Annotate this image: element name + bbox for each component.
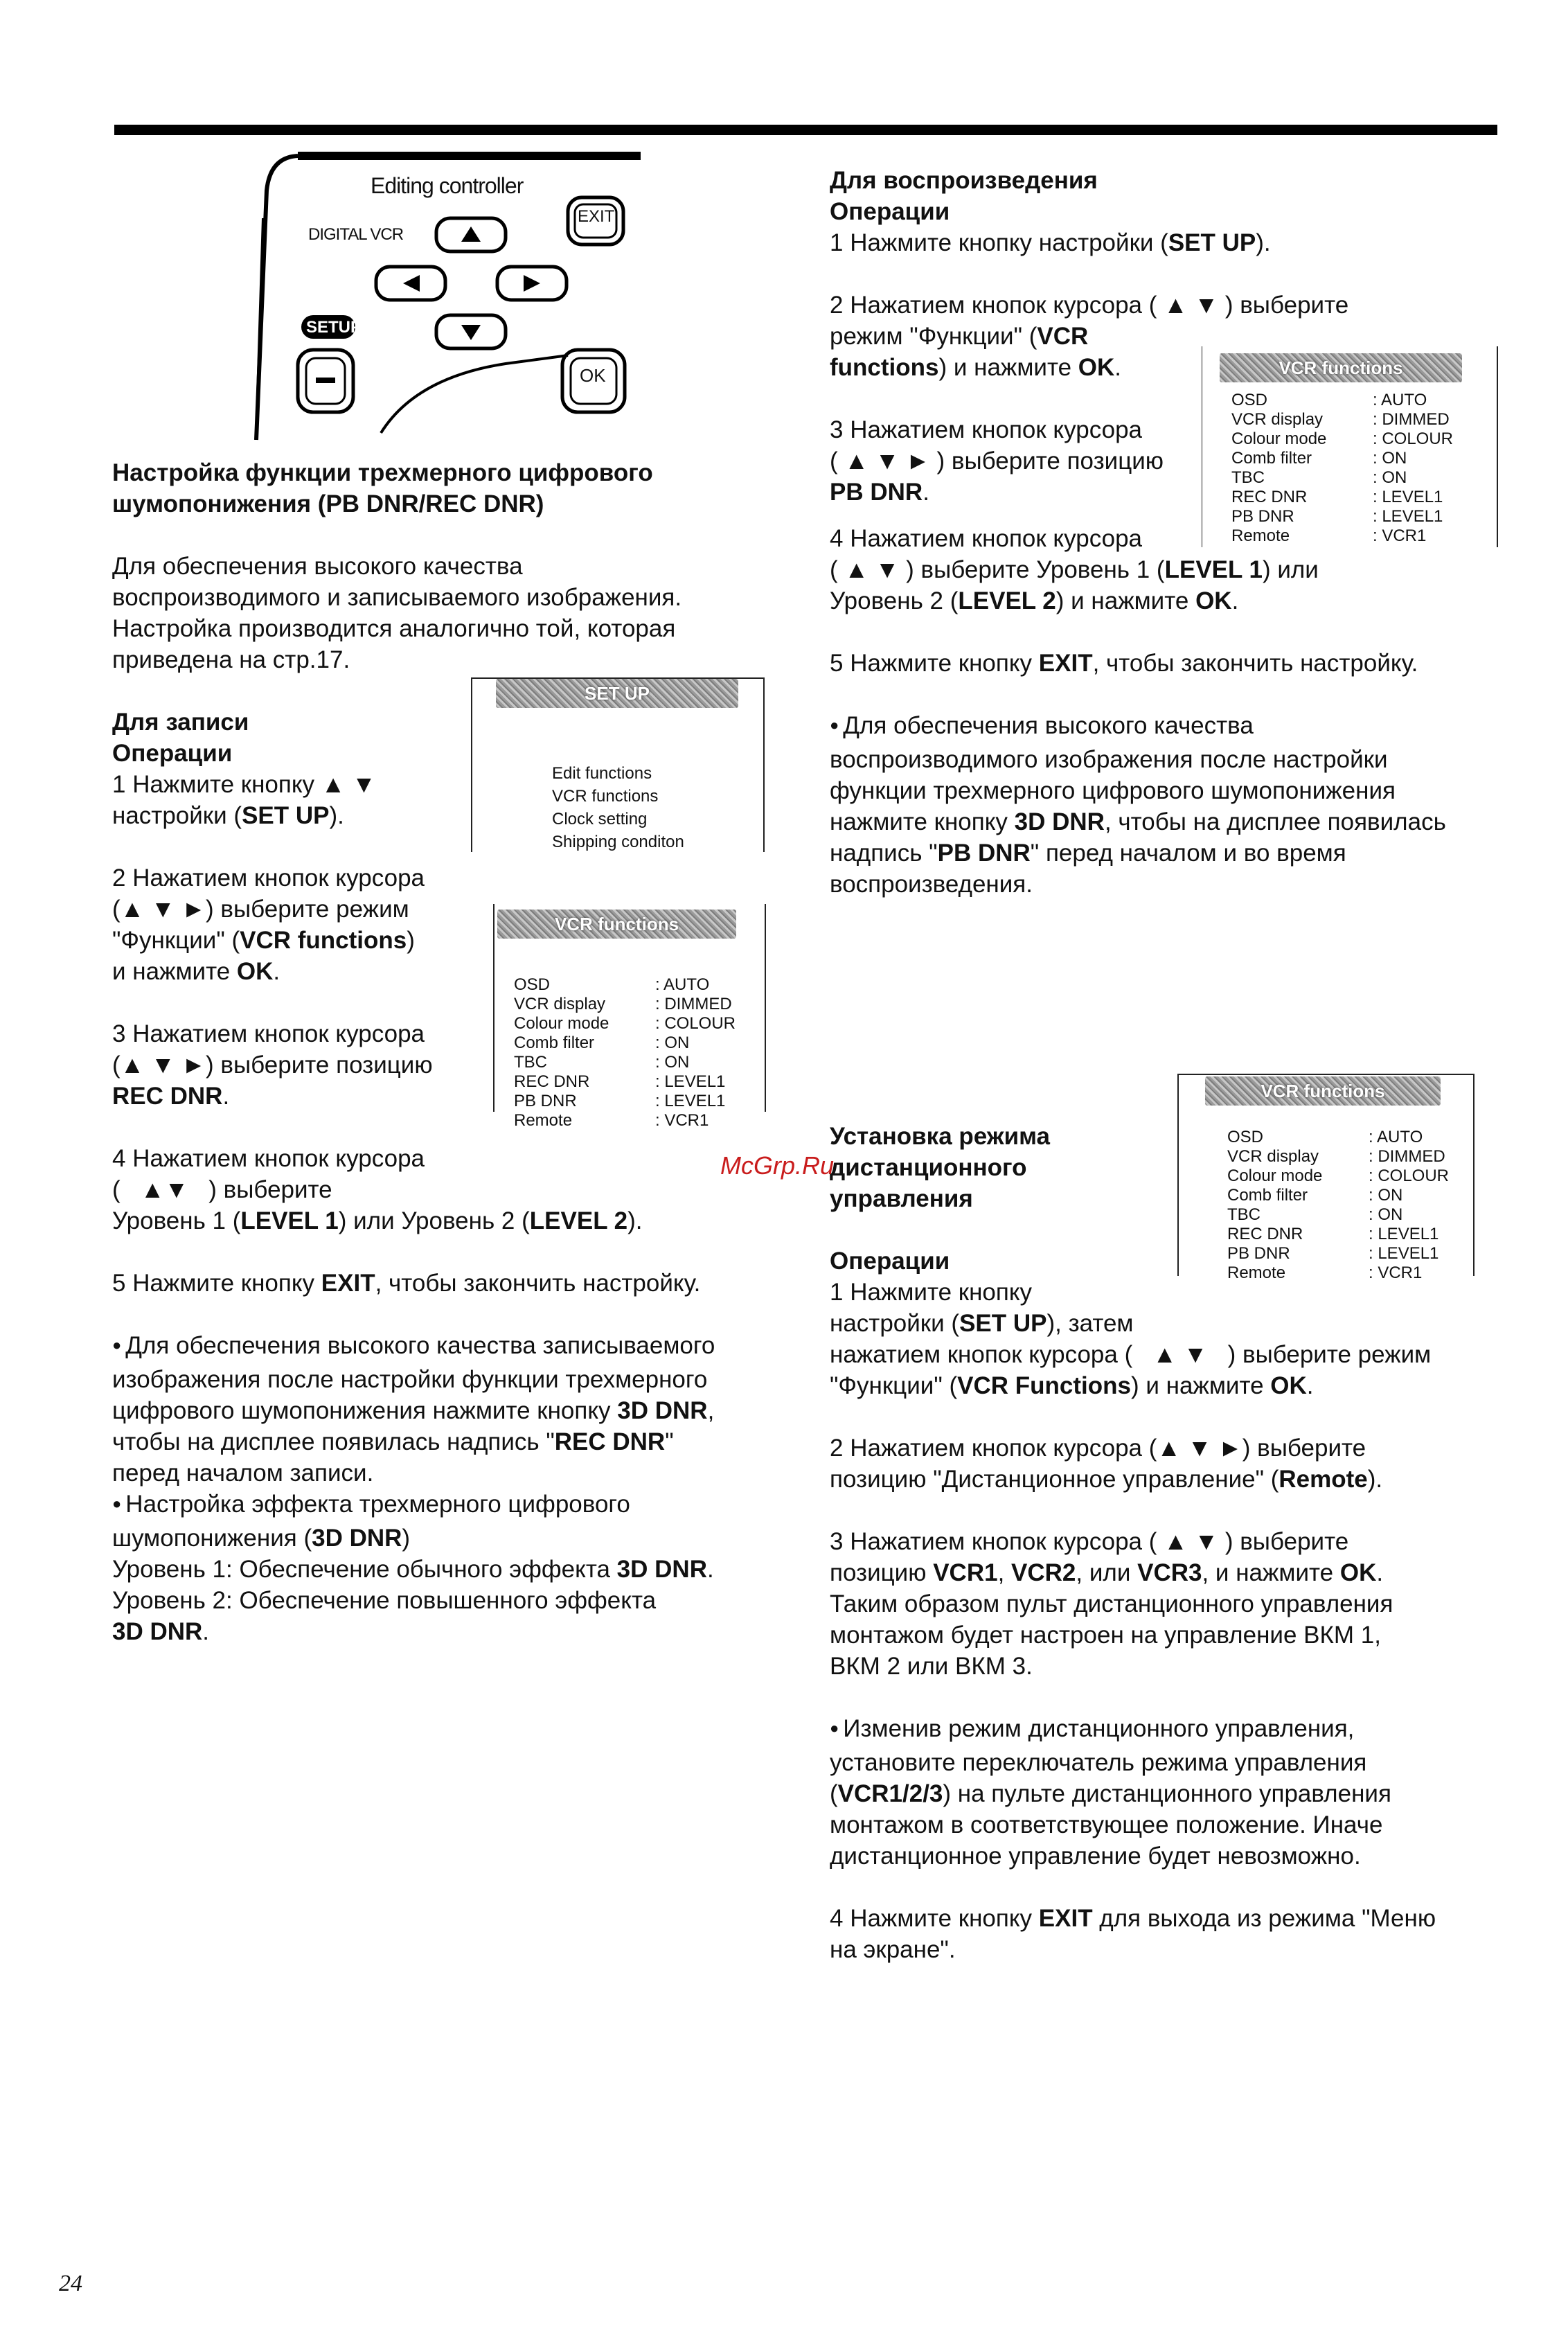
rm-title-line1: Установка режима [830, 1123, 1050, 1150]
vcr-menu-row: TBC : ON [1227, 1205, 1403, 1224]
pb-step5: 5 Нажмите кнопку EXIT, чтобы закончить настройку. [830, 650, 1418, 677]
rec-step1-line1: 1 Нажмите кнопку ▲ ▼ [112, 771, 376, 798]
setup-menu-item: Clock setting [552, 810, 648, 828]
vcr-menu-box-pb [1202, 346, 1498, 547]
setup-label: SETUP [306, 318, 362, 337]
vcr-menu-row: REC DNR : LEVEL1 [1231, 488, 1443, 506]
vcr-menu-row: REC DNR : LEVEL1 [1227, 1225, 1439, 1243]
pb-note-line6: воспроизведения. [830, 871, 1033, 898]
rec-step3-line2: (▲ ▼ ►) выберите позицию [112, 1052, 433, 1079]
vcr-menu-row: TBC : ON [514, 1053, 690, 1072]
rm-step1-line4: "Функции" (VCR Functions) и нажмите OK. [830, 1372, 1314, 1399]
pb-note-line3: функции трехмерного цифрового шумопонижения [830, 777, 1396, 804]
rec-note1-line1: ● Для обеспечения высокого качества записываемого [112, 1330, 798, 1364]
pb-step4-line2: ( ▲ ▼ ) выберите Уровень 1 (LEVEL 1) или [830, 556, 1319, 583]
vcr-menu-row: PB DNR : LEVEL1 [1227, 1244, 1439, 1263]
vcr-menu-row: Comb filter : ON [514, 1034, 690, 1052]
vcr-menu-row: Remote : VCR1 [514, 1111, 709, 1130]
pb-step2-line2: режим "Функции" (VCR [830, 323, 1089, 350]
rec-step4-line1: 4 Нажатием кнопок курсора [112, 1145, 425, 1172]
pb-step3-line3: PB DNR. [830, 479, 929, 506]
vcr-menu-row: VCR display : DIMMED [1227, 1147, 1445, 1166]
section-heading-line2: шумопонижения (PB DNR/REC DNR) [112, 490, 544, 517]
rec-note2-line3: Уровень 1: Обеспечение обычного эффекта 3D DNR. [112, 1556, 714, 1583]
vcr-menu-title: VCR functions [497, 910, 736, 939]
pb-ops-title: Операции [830, 198, 950, 225]
ok-label: OK [580, 365, 606, 386]
rm-ops-title: Операции [830, 1248, 950, 1275]
vcr-menu-row: Colour mode : COLOUR [1231, 429, 1454, 448]
rec-note1-line2: изображения после настройки функции трехмерного [112, 1366, 708, 1393]
rec-step4-line3: Уровень 1 (LEVEL 1) или Уровень 2 (LEVEL 2). [112, 1207, 643, 1234]
rm-step3-line4: монтажом будет настроен на управление ВКМ 1, [830, 1622, 1381, 1649]
rm-note-line1: ● Изменив режим дистанционного управления, [830, 1713, 1522, 1747]
intro-line1: Для обеспечения высокого качества [112, 553, 523, 580]
vcr-menu-row: REC DNR : LEVEL1 [514, 1072, 726, 1091]
pb-note-line1: ● Для обеспечения высокого качества [830, 710, 1522, 744]
setup-menu-title: SET UP [496, 679, 738, 708]
rec-note2-line4: Уровень 2: Обеспечение повышенного эффекта [112, 1587, 657, 1614]
pb-step4-line1: 4 Нажатием кнопок курсора [830, 525, 1143, 552]
rm-step2-line1: 2 Нажатием кнопок курсора (▲ ▼ ►) выберите [830, 1435, 1366, 1462]
vcr-menu-box-rec [493, 904, 766, 1130]
rm-note-line2: установите переключатель режима управления [830, 1749, 1367, 1776]
remote-title: Editing controller [371, 173, 524, 198]
vcr-menu-row: Colour mode : COLOUR [514, 1014, 736, 1033]
vcr-menu-title: VCR functions [1205, 1076, 1441, 1106]
pb-title: Для воспроизведения [830, 167, 1098, 194]
rec-note1-line4: чтобы на дисплее появилась надпись "REC DNR" [112, 1428, 674, 1455]
rec-note1-line3: цифрового шумопонижения нажмите кнопку 3D DNR, [112, 1397, 715, 1424]
rec-step3-line3: REC DNR. [112, 1083, 230, 1110]
vcr-menu-row: Remote : VCR1 [1231, 526, 1427, 545]
pb-note-line5: надпись "PB DNR" перед началом и во время [830, 840, 1346, 867]
vcr-menu-row: OSD : AUTO [514, 975, 710, 994]
rm-step1-line3: нажатием кнопок курсора ( ▲ ▼ ) выберите режим [830, 1341, 1432, 1368]
rec-note2-line2: шумопонижения (3D DNR) [112, 1525, 411, 1552]
page-number: 24 [59, 2271, 82, 2296]
digital-vcr-label: DIGITAL VCR [308, 225, 404, 244]
rec-note2-line5: 3D DNR. [112, 1618, 210, 1645]
rec-step2-line4: и нажмите OK. [112, 958, 280, 985]
vcr-menu-row: OSD : AUTO [1231, 391, 1427, 409]
rm-note-line4: монтажом в соответствующее положение. Иначе [830, 1811, 1383, 1838]
rm-step4-line2: на экране". [830, 1936, 956, 1963]
setup-menu-item: Edit functions [552, 764, 652, 783]
rm-note-line3: (VCR1/2/3) на пульте дистанционного управления [830, 1780, 1391, 1807]
rec-ops-title: Операции [112, 740, 233, 767]
rm-step4-line1: 4 Нажмите кнопку EXIT для выхода из режима "Меню [830, 1905, 1436, 1932]
intro-line2: воспроизводимого и записываемого изображения. [112, 584, 682, 611]
vcr-menu-rows [514, 975, 736, 1130]
setup-menu-item: Shipping conditon [552, 833, 684, 851]
vcr-menu-rows [1231, 391, 1453, 546]
vcr-menu-row: PB DNR : LEVEL1 [514, 1092, 726, 1110]
rec-step2-line2: (▲ ▼ ►) выберите режим [112, 896, 409, 923]
rm-step2-line2: позицию "Дистанционное управление" (Remote). [830, 1466, 1383, 1493]
pb-note-line4: нажмите кнопку 3D DNR, чтобы на дисплее появилась [830, 808, 1446, 835]
watermark: McGrp.Ru [720, 1151, 835, 1180]
pb-step2-line1: 2 Нажатием кнопок курсора ( ▲ ▼ ) выберите [830, 292, 1349, 319]
rm-step1-line2: настройки (SET UP), затем [830, 1310, 1134, 1337]
vcr-menu-title: VCR functions [1220, 353, 1462, 382]
rm-step3-line3: Таким образом пульт дистанционного управления [830, 1590, 1393, 1617]
intro-line3: Настройка производится аналогично той, которая [112, 615, 676, 642]
rec-step2-line3: "Функции" (VCR functions) [112, 927, 415, 954]
top-rule [114, 125, 1497, 135]
rm-note-line5: дистанционное управление будет невозможно. [830, 1843, 1361, 1870]
pb-step4-line3: Уровень 2 (LEVEL 2) и нажмите OK. [830, 587, 1239, 614]
vcr-menu-row: Comb filter : ON [1231, 449, 1407, 468]
setup-menu-box [471, 677, 765, 852]
rec-title: Для записи [112, 709, 249, 736]
intro-line4: приведена на стр.17. [112, 646, 350, 673]
vcr-menu-row: VCR display : DIMMED [1231, 410, 1450, 429]
rec-step2-line1: 2 Нажатием кнопок курсора [112, 864, 425, 891]
vcr-menu-row: OSD : AUTO [1227, 1128, 1423, 1146]
rec-step4-line2: ( ▲▼ ) выберите [112, 1176, 332, 1203]
rec-step3-line1: 3 Нажатием кнопок курсора [112, 1020, 425, 1047]
setup-menu-item: VCR functions [552, 787, 659, 806]
rec-step1-line2: настройки (SET UP). [112, 802, 344, 829]
rec-note2-line1: ● Настройка эффекта трехмерного цифрового [112, 1489, 798, 1523]
rm-title-line2: дистанционного [830, 1154, 1027, 1181]
pb-step3-line2: ( ▲ ▼ ► ) выберите позицию [830, 447, 1164, 474]
rec-step5: 5 Нажмите кнопку EXIT, чтобы закончить настройку. [112, 1270, 701, 1297]
vcr-menu-row: Comb filter : ON [1227, 1186, 1403, 1205]
exit-label: EXIT [578, 207, 615, 226]
setup-menu-list [552, 762, 684, 853]
pb-step1: 1 Нажмите кнопку настройки (SET UP). [830, 229, 1271, 256]
vcr-menu-row: Remote : VCR1 [1227, 1263, 1423, 1282]
section-heading-line1: Настройка функции трехмерного цифрового [112, 459, 653, 486]
rm-step3-line5: ВКМ 2 или ВКМ 3. [830, 1653, 1033, 1680]
pb-step3-line1: 3 Нажатием кнопок курсора [830, 416, 1143, 443]
rm-step3-line2: позицию VCR1, VCR2, или VCR3, и нажмите OK. [830, 1559, 1384, 1586]
rm-title-line3: управления [830, 1185, 973, 1212]
right-column-remote [830, 1121, 1522, 1965]
vcr-menu-row: Colour mode : COLOUR [1227, 1166, 1450, 1185]
vcr-menu-row: TBC : ON [1231, 468, 1407, 487]
pb-step2-line3: functions) и нажмите OK. [830, 354, 1122, 381]
rec-note1-line5: перед началом записи. [112, 1460, 374, 1487]
vcr-menu-row: VCR display : DIMMED [514, 995, 732, 1013]
rm-step3-line1: 3 Нажатием кнопок курсора ( ▲ ▼ ) выберите [830, 1528, 1349, 1555]
vcr-menu-row: PB DNR : LEVEL1 [1231, 507, 1443, 526]
rm-step1-line1: 1 Нажмите кнопку [830, 1279, 1033, 1306]
pb-note-line2: воспроизводимого изображения после настройки [830, 746, 1388, 773]
